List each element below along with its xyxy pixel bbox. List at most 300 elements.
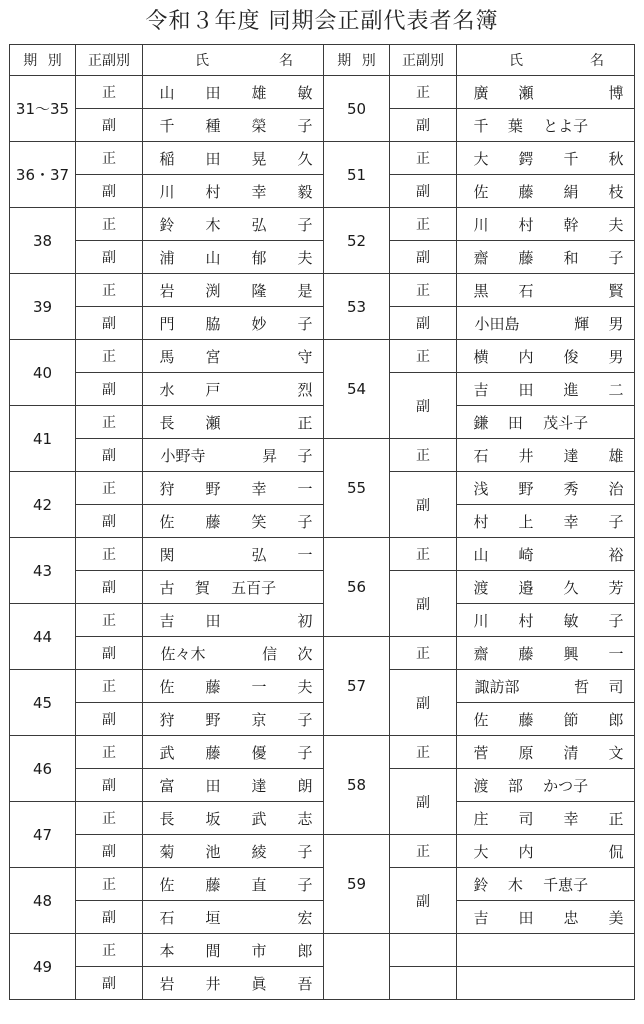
role-cell	[390, 934, 457, 967]
name-char	[563, 82, 579, 103]
period-cell: 45	[10, 670, 76, 736]
header-name-right: 氏 名	[457, 45, 635, 76]
role-cell	[390, 967, 457, 1000]
name-cell	[143, 670, 324, 703]
name-char	[539, 676, 555, 697]
name-char: 絹	[563, 182, 579, 201]
period-cell: 42	[10, 472, 76, 538]
role-cell: 副	[76, 307, 143, 340]
name-char: 昇	[262, 446, 278, 465]
name-char: 秀	[563, 479, 579, 498]
role-cell: 副	[390, 307, 457, 340]
name-char: 浦	[159, 248, 175, 267]
name-cell	[143, 604, 324, 637]
name-char: 山	[473, 545, 489, 564]
name-char: 達	[563, 446, 579, 465]
name-char: 侃	[608, 842, 624, 861]
name-char: 子	[297, 875, 313, 894]
name-char: 藤	[205, 677, 221, 696]
name-char: 一	[608, 644, 624, 663]
table-row	[10, 439, 635, 472]
name-char: 守	[297, 347, 313, 366]
name-char: 瀬	[205, 413, 221, 432]
name-char: 一	[297, 479, 313, 498]
name-char: 子	[297, 743, 313, 762]
name-char: 鍔	[518, 149, 534, 168]
name-char: 正	[608, 809, 624, 828]
name-char: 川	[159, 182, 175, 201]
name-char: 朗	[297, 776, 313, 795]
name-char: 晃	[251, 149, 267, 168]
name-char: 宮	[205, 347, 221, 366]
name-char: 菊	[159, 842, 175, 861]
name-cell	[143, 208, 324, 241]
name-char: 武	[251, 809, 267, 828]
name-char: 毅	[297, 182, 313, 201]
name-char: 藤	[205, 875, 221, 894]
period-cell: 36・37	[10, 142, 76, 208]
table-row	[10, 175, 635, 208]
name-char: 小田島	[474, 314, 520, 333]
name-char: 水	[159, 380, 175, 399]
name-cell	[143, 340, 324, 373]
name-char: 優	[251, 743, 267, 762]
header-period-left: 期 別	[10, 45, 76, 76]
name-cell	[143, 439, 324, 472]
role-cell: 副	[76, 901, 143, 934]
name-cell	[457, 835, 635, 868]
name-char: 内	[518, 347, 534, 366]
role-cell: 正	[76, 208, 143, 241]
name-cell	[143, 868, 324, 901]
name-char: 文	[608, 743, 624, 762]
name-char: 子	[297, 215, 313, 234]
name-char: 郁	[251, 248, 267, 267]
period-cell: 51	[324, 142, 390, 208]
role-cell: 正	[76, 142, 143, 175]
name-char: 藤	[518, 710, 534, 729]
name-char: 大	[473, 842, 489, 861]
name-cell	[457, 934, 635, 967]
name-char: 種	[205, 116, 221, 135]
document-title: 令和３年度 同期会正副代表者名簿	[145, 9, 499, 34]
name-char: 京	[251, 710, 267, 729]
name-cell	[143, 967, 324, 1000]
name-cell	[457, 142, 635, 175]
name-char: 子	[608, 248, 624, 267]
name-cell	[143, 76, 324, 109]
name-char	[251, 610, 267, 631]
name-char: 石	[159, 908, 175, 927]
name-char: 関	[159, 545, 175, 564]
name-cell	[457, 604, 635, 637]
name-char: 野	[205, 710, 221, 729]
name-cell	[457, 901, 635, 934]
name-char: 二	[608, 380, 624, 399]
role-cell: 正	[76, 472, 143, 505]
name-char: 村	[205, 182, 221, 201]
role-cell: 正	[390, 274, 457, 307]
role-cell: 副	[390, 868, 457, 934]
period-cell: 38	[10, 208, 76, 274]
name-char: 弘	[251, 545, 267, 564]
name-char: 美	[608, 908, 624, 927]
name-char: 藤	[518, 182, 534, 201]
name-char: 小野寺	[160, 446, 206, 465]
name-char: 佐	[159, 512, 175, 531]
name-char: 子	[297, 842, 313, 861]
role-cell: 正	[390, 340, 457, 373]
role-cell: 正	[390, 538, 457, 571]
role-cell: 副	[390, 241, 457, 274]
role-cell: 正	[76, 934, 143, 967]
name-char: 瀬	[518, 83, 534, 102]
name-cell	[143, 472, 324, 505]
name-cell	[143, 703, 324, 736]
name-char: 男	[608, 314, 624, 333]
name-cell	[457, 274, 635, 307]
name-cell	[457, 109, 635, 142]
name-char: 石	[518, 281, 534, 300]
name-char: 清	[563, 743, 579, 762]
role-cell: 副	[76, 109, 143, 142]
table-row	[10, 637, 635, 670]
name-char: 田	[518, 380, 534, 399]
table-row	[10, 769, 635, 802]
role-cell: 正	[390, 208, 457, 241]
name-cell	[143, 307, 324, 340]
name-cell	[143, 736, 324, 769]
name-char: 綾	[251, 842, 267, 861]
name-char: 夫	[297, 677, 313, 696]
name-char: 渡	[473, 578, 489, 597]
name-char: 佐	[473, 710, 489, 729]
name-char: 田	[507, 413, 523, 432]
name-cell	[457, 307, 635, 340]
name-char: 齋	[473, 644, 489, 663]
header-name-left: 氏 名	[143, 45, 324, 76]
table-row	[10, 406, 635, 439]
role-cell: 副	[390, 373, 457, 439]
period-cell: 43	[10, 538, 76, 604]
name-char: 夫	[608, 215, 624, 234]
name-char: 村	[518, 215, 534, 234]
name-cell	[143, 373, 324, 406]
table-row	[10, 472, 635, 505]
role-cell: 副	[76, 637, 143, 670]
name-char: 郎	[297, 941, 313, 960]
role-cell: 正	[390, 76, 457, 109]
name-char: 子	[297, 710, 313, 729]
role-cell: 副	[76, 835, 143, 868]
name-char: 田	[518, 908, 534, 927]
roster-table	[9, 44, 635, 1000]
name-cell	[457, 505, 635, 538]
name-cell	[457, 472, 635, 505]
name-char: 治	[608, 479, 624, 498]
name-char: 諏訪部	[474, 677, 520, 696]
name-cell	[457, 736, 635, 769]
name-char: 烈	[297, 380, 313, 399]
role-cell: 正	[76, 604, 143, 637]
role-cell: 正	[76, 406, 143, 439]
name-cell	[457, 208, 635, 241]
name-char: 節	[563, 710, 579, 729]
role-cell: 正	[390, 736, 457, 769]
name-char: 佐	[159, 677, 175, 696]
name-char: 幸	[251, 479, 267, 498]
name-char: 富	[159, 776, 175, 795]
name-char: 藤	[205, 512, 221, 531]
name-char: 妙	[251, 314, 267, 333]
name-char: 藤	[518, 644, 534, 663]
role-cell: 副	[76, 439, 143, 472]
name-char: 郎	[608, 710, 624, 729]
name-cell	[143, 406, 324, 439]
table-row	[10, 505, 635, 538]
table-row	[10, 538, 635, 571]
table-row	[10, 670, 635, 703]
period-cell: 47	[10, 802, 76, 868]
table-row	[10, 901, 635, 934]
name-char: 佐	[159, 875, 175, 894]
name-char: 興	[563, 644, 579, 663]
name-char: 志	[297, 809, 313, 828]
role-cell: 正	[76, 802, 143, 835]
name-char: 次	[297, 644, 313, 663]
name-char: 本	[159, 941, 175, 960]
table-row	[10, 109, 635, 142]
name-char: 笑	[251, 512, 267, 531]
name-cell	[457, 868, 635, 901]
name-char: 庄	[473, 809, 489, 828]
name-char: 一	[297, 545, 313, 564]
role-cell: 副	[76, 703, 143, 736]
name-char	[539, 313, 555, 334]
name-char: 雄	[251, 83, 267, 102]
table-row	[10, 274, 635, 307]
role-cell: 副	[76, 967, 143, 1000]
period-cell: 55	[324, 439, 390, 538]
name-char: 茂斗子	[543, 413, 589, 432]
name-char: 坂	[205, 809, 221, 828]
role-cell: 副	[76, 505, 143, 538]
name-char: 子	[297, 512, 313, 531]
name-char: 初	[297, 611, 313, 630]
name-char: 葉	[507, 116, 523, 135]
name-char: 吉	[473, 380, 489, 399]
name-char: 幸	[251, 182, 267, 201]
role-cell: 正	[390, 835, 457, 868]
name-char: かつ子	[543, 776, 589, 795]
period-cell: 54	[324, 340, 390, 439]
name-char: 千	[563, 149, 579, 168]
table-row	[10, 802, 635, 835]
name-char: 渡	[473, 776, 489, 795]
name-cell	[143, 934, 324, 967]
name-char: 内	[518, 842, 534, 861]
header-role-right: 正副別	[390, 45, 457, 76]
name-char: 子	[297, 116, 313, 135]
name-char: 長	[159, 809, 175, 828]
table-row	[10, 934, 635, 967]
name-cell	[457, 538, 635, 571]
name-char: 藤	[518, 248, 534, 267]
name-char: 原	[518, 743, 534, 762]
name-char: 子	[608, 512, 624, 531]
role-cell: 副	[390, 472, 457, 538]
name-char: とよ子	[543, 116, 589, 135]
name-char: 敏	[563, 611, 579, 630]
name-cell	[143, 769, 324, 802]
name-cell	[457, 373, 635, 406]
name-char: 隆	[251, 281, 267, 300]
name-char: 吉	[159, 611, 175, 630]
name-cell	[457, 670, 635, 703]
name-cell	[143, 571, 324, 604]
name-char: 横	[473, 347, 489, 366]
name-char: 久	[297, 149, 313, 168]
name-char: 秋	[608, 149, 624, 168]
period-cell: 39	[10, 274, 76, 340]
name-char	[563, 280, 579, 301]
period-cell: 40	[10, 340, 76, 406]
name-cell	[143, 901, 324, 934]
name-cell	[143, 637, 324, 670]
name-char: 輝	[574, 314, 590, 333]
name-char: 井	[518, 446, 534, 465]
name-char: 佐々木	[160, 644, 206, 663]
name-char: 戸	[205, 380, 221, 399]
role-cell: 正	[390, 142, 457, 175]
role-cell: 正	[76, 340, 143, 373]
name-char: 是	[297, 281, 313, 300]
name-char: 野	[518, 479, 534, 498]
period-cell: 48	[10, 868, 76, 934]
role-cell: 副	[390, 769, 457, 835]
name-char: 山	[205, 248, 221, 267]
period-cell: 57	[324, 637, 390, 736]
name-char: 正	[297, 413, 313, 432]
name-char: 吉	[473, 908, 489, 927]
name-char: 上	[518, 512, 534, 531]
name-char: 大	[473, 149, 489, 168]
name-cell	[457, 571, 635, 604]
name-cell	[457, 802, 635, 835]
table-row	[10, 571, 635, 604]
name-char: 川	[473, 215, 489, 234]
name-char: 博	[608, 83, 624, 102]
period-cell: 50	[324, 76, 390, 142]
name-char	[608, 874, 624, 895]
name-char: 長	[159, 413, 175, 432]
name-cell	[457, 769, 635, 802]
name-char: 鈴	[473, 875, 489, 894]
role-cell: 副	[76, 571, 143, 604]
name-char	[608, 115, 624, 136]
name-char	[251, 907, 267, 928]
name-char: 鎌	[473, 413, 489, 432]
name-char: 古	[159, 578, 175, 597]
name-char: 邉	[518, 578, 534, 597]
name-cell	[143, 802, 324, 835]
table-row	[10, 241, 635, 274]
name-char: 信	[262, 644, 278, 663]
role-cell: 正	[76, 868, 143, 901]
name-char: 敏	[297, 83, 313, 102]
name-cell	[457, 439, 635, 472]
name-char: 達	[251, 776, 267, 795]
name-cell	[457, 637, 635, 670]
name-char: 狩	[159, 710, 175, 729]
name-char: 浅	[473, 479, 489, 498]
name-char: 幸	[563, 809, 579, 828]
name-char: 門	[159, 314, 175, 333]
role-cell: 正	[390, 439, 457, 472]
table-row	[10, 307, 635, 340]
table-row	[10, 868, 635, 901]
name-char	[205, 544, 221, 565]
name-char: 雄	[608, 446, 624, 465]
period-cell: 56	[324, 538, 390, 637]
name-char	[297, 577, 313, 598]
role-cell: 副	[390, 571, 457, 637]
name-char: 藤	[205, 743, 221, 762]
name-char: 男	[608, 347, 624, 366]
period-cell	[324, 934, 390, 1000]
name-char: 子	[297, 314, 313, 333]
name-char: 子	[297, 446, 313, 465]
table-row	[10, 340, 635, 373]
name-char: 部	[507, 776, 523, 795]
name-char: 榮	[251, 116, 267, 135]
name-char: 眞	[251, 974, 267, 993]
name-char: 稲	[159, 149, 175, 168]
name-char: 枝	[608, 182, 624, 201]
role-cell: 副	[76, 175, 143, 208]
name-char: 馬	[159, 347, 175, 366]
name-cell	[457, 175, 635, 208]
table-row	[10, 208, 635, 241]
name-char: 山	[159, 83, 175, 102]
name-char: 武	[159, 743, 175, 762]
period-cell: 49	[10, 934, 76, 1000]
name-char	[251, 346, 267, 367]
name-char: 芳	[608, 578, 624, 597]
name-cell	[143, 505, 324, 538]
role-cell: 副	[76, 241, 143, 274]
period-cell: 31〜35	[10, 76, 76, 142]
name-char: 一	[251, 677, 267, 696]
name-char: 木	[205, 215, 221, 234]
name-char	[563, 544, 579, 565]
name-char: 千	[473, 116, 489, 135]
name-char	[563, 841, 579, 862]
name-char: 市	[251, 941, 267, 960]
name-cell	[457, 406, 635, 439]
name-char: 田	[205, 776, 221, 795]
name-char: 間	[205, 941, 221, 960]
name-char	[251, 412, 267, 433]
name-char: 吾	[297, 974, 313, 993]
name-char: 廣	[473, 83, 489, 102]
name-char: 賢	[608, 281, 624, 300]
name-char: 和	[563, 248, 579, 267]
role-cell: 正	[76, 274, 143, 307]
name-char: 岩	[159, 974, 175, 993]
name-char	[226, 445, 242, 466]
role-cell: 正	[76, 670, 143, 703]
